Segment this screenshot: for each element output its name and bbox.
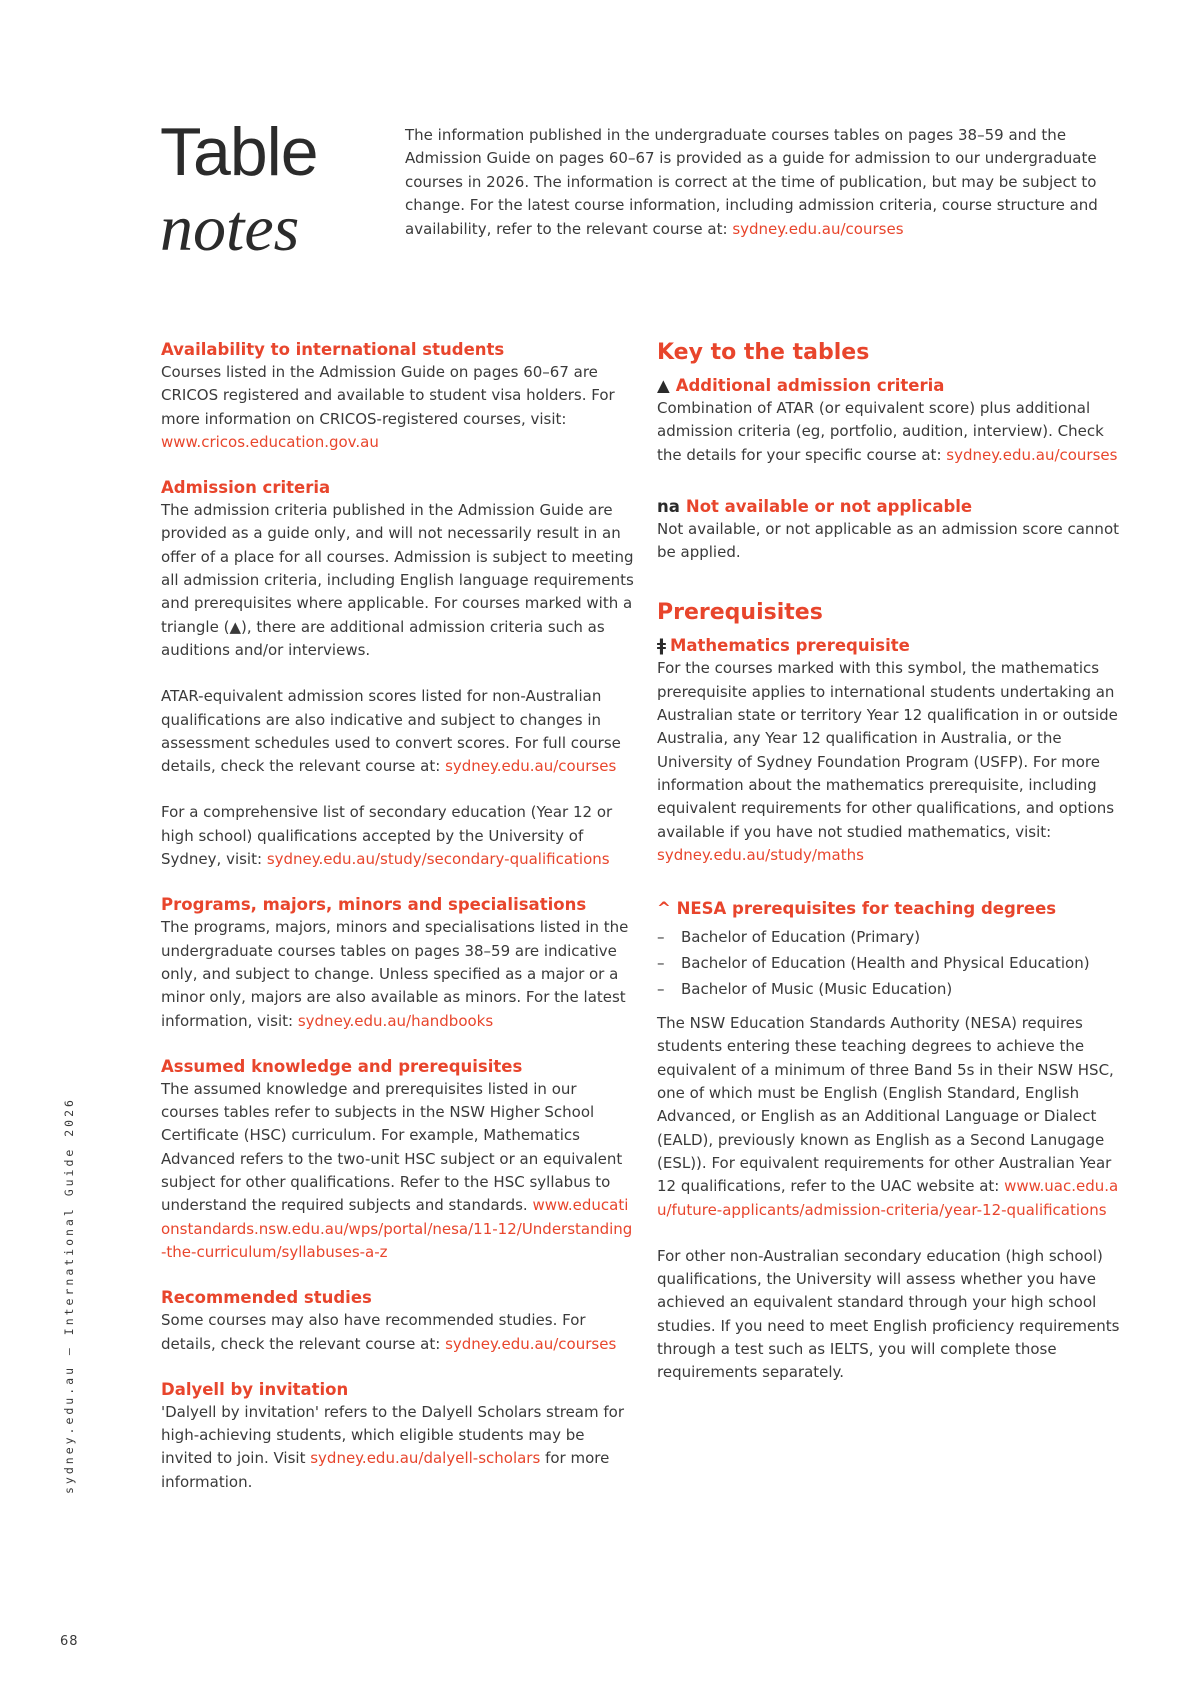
programs-text: The programs, majors, minors and specialisations listed in the undergraduate courses tables on pages 38–59 are indicative only, and subject to change. Unless specified as a major or a minor only, majors are also available as minors. For the latest information, visit:	[161, 918, 629, 1030]
uac-link[interactable]: www.uac.edu.au/future-applicants/admission-criteria/year-12-qualifications	[657, 1177, 1119, 1219]
additional-body	[657, 397, 1132, 467]
key-heading: Key to the tables	[657, 340, 870, 365]
admission-p2-text: ATAR-equivalent admission scores listed for non-Australian qualifications are also indicative and subject to changes in assessment schedules used to convert scores. For full course details, check the relevant course at:	[161, 687, 621, 776]
maths-heading-text: Mathematics prerequisite	[669, 636, 910, 656]
admission-heading: Admission criteria	[161, 478, 331, 498]
prerequisites-heading: Prerequisites	[657, 600, 823, 626]
page-title-line2: notes	[160, 192, 300, 265]
section-na	[657, 495, 1132, 565]
left-column	[161, 338, 636, 1516]
page-number: 68	[60, 1634, 79, 1649]
section-admission	[161, 476, 636, 871]
availability-body	[161, 361, 636, 454]
programs-heading: Programs, majors, minors and specialisations	[161, 895, 587, 915]
list-item: – Bachelor of Education (Primary)	[657, 924, 1132, 950]
dalyell-text: 'Dalyell by invitation' refers to the Dalyell Scholars stream for high-achieving students, which eligible students may be invited to join. Visit	[161, 1402, 625, 1468]
programs-body	[161, 916, 636, 1032]
page-title-line1: Table	[160, 114, 318, 190]
nesa-p1	[657, 1012, 1132, 1222]
na-heading	[657, 495, 1132, 518]
intro-paragraph	[405, 124, 1125, 241]
intro-text: The information published in the undergraduate courses tables on pages 38–59 and the Admission Guide on pages 60–67 is provided as a guide for admission to our undergraduate courses in 2026. The information is correct at the time of publication, but may be subject to change. For the latest course information, including admission criteria, course structure and availability, refer to the relevant course at:	[405, 126, 1098, 238]
assumed-body	[161, 1078, 636, 1264]
secondary-qualifications-link[interactable]: sydney.edu.au/study/secondary-qualifications	[266, 850, 610, 869]
recommended-body	[161, 1309, 636, 1356]
list-item: – Bachelor of Music (Music Education)	[657, 976, 1132, 1002]
section-nesa	[657, 897, 1132, 1384]
na-symbol: na	[657, 496, 680, 516]
section-dalyell	[161, 1378, 636, 1494]
availability-text: Courses listed in the Admission Guide on pages 60–67 are CRICOS registered and available to student visa holders. For more information on CRICOS-registered courses, visit:	[161, 363, 615, 428]
nesa-heading: ^ NESA prerequisites for teaching degrees	[657, 899, 1057, 919]
assumed-text: The assumed knowledge and prerequisites listed in our courses tables refer to subjects in the NSW Higher School Certificate (HSC) curriculum. For example, Mathematics Advanced refers to the two-unit HSC subject or an equivalent subject for other qualifications. Refer to the HSC syllabus to understand the required subjects and standards.	[161, 1079, 623, 1215]
cricos-link[interactable]: www.cricos.education.gov.au	[161, 432, 379, 451]
maths-text: For the courses marked with this symbol, the mathematics prerequisite applies to international students undertaking an Australian state or territory Year 12 qualification in or outside Australia, any Year 12 qualification in Australia, or the University of Sydney Foundation Program (USFP). For more information about the mathematics prerequisite, including equivalent requirements for other qualifications, and options available if you have not studied mathematics, visit:	[657, 659, 1118, 841]
dalyell-link[interactable]: sydney.edu.au/dalyell-scholars	[310, 1449, 541, 1468]
recommended-heading: Recommended studies	[161, 1288, 372, 1308]
section-assumed	[161, 1055, 636, 1264]
recommended-text: Some courses may also have recommended studies. For details, check the relevant course at:	[161, 1311, 586, 1353]
additional-text: Combination of ATAR (or equivalent score) plus additional admission criteria (eg, portfolio, audition, interview). Check the details for your specific course at:	[657, 399, 1104, 464]
section-availability	[161, 338, 636, 454]
maths-link[interactable]: sydney.edu.au/study/maths	[657, 845, 864, 864]
section-recommended	[161, 1286, 636, 1356]
dalyell-text-after: for more information.	[161, 1449, 610, 1491]
section-programs	[161, 893, 636, 1032]
nesa-p1-text: The NSW Education Standards Authority (NESA) requires students entering these teaching degrees to achieve the equivalent of a minimum of three Band 5s in their NSW HSC, one of which must be English (English Standard, English Advanced, or English as an Additional Language or Dialect (EALD), previously known as English as a Second Lanugage (ESL)). For equivalent requirements for other Australian Year 12 qualifications, refer to the UAC website at:	[657, 1014, 1114, 1196]
additional-heading	[657, 374, 1132, 397]
teaching-degrees-list	[657, 924, 1132, 1002]
maths-heading	[657, 634, 1132, 657]
handbooks-link[interactable]: sydney.edu.au/handbooks	[297, 1011, 494, 1030]
admission-p1: The admission criteria published in the Admission Guide are provided as a guide only, and will not necessarily result in an offer of a place for all courses. Admission is subject to meeting all admission criteria, including English language requirements and prerequisites where applicable. For courses marked with a triangle (▲), there are additional admission criteria such as auditions and/or interviews.	[161, 501, 634, 659]
additional-heading-text: Additional admission criteria	[675, 376, 945, 395]
double-dagger-icon: ǂ	[657, 636, 666, 656]
section-maths	[657, 634, 1132, 867]
nesa-syllabus-link[interactable]: www.educationstandards.nsw.edu.au/wps/portal/nesa/11-12/Understanding-the-curriculum/syllabuses-a-z	[161, 1196, 633, 1261]
dalyell-body	[161, 1401, 636, 1494]
admission-p3	[161, 801, 636, 871]
triangle-icon: ▲	[657, 376, 670, 395]
nesa-p2: For other non-Australian secondary education (high school) qualifications, the University will assess whether you have achieved an equivalent standard through your high school studies. If you need to meet English proficiency requirements through a test such as IELTS, you will complete those requirements separately.	[657, 1246, 1120, 1382]
availability-heading: Availability to international students	[161, 340, 505, 359]
dalyell-heading: Dalyell by invitation	[161, 1379, 349, 1399]
intro-link[interactable]: sydney.edu.au/courses	[732, 219, 904, 238]
side-running-text: sydney.edu.au – International Guide 2026	[62, 1097, 76, 1494]
right-column	[657, 338, 1132, 1407]
assumed-heading: Assumed knowledge and prerequisites	[161, 1056, 523, 1076]
admission-courses-link[interactable]: sydney.edu.au/courses	[445, 757, 617, 776]
admission-p3-text: For a comprehensive list of secondary education (Year 12 or high school) qualifications accepted by the University of Sydney, visit:	[161, 803, 613, 869]
recommended-courses-link[interactable]: sydney.edu.au/courses	[445, 1334, 617, 1353]
admission-p2	[161, 685, 636, 778]
additional-courses-link[interactable]: sydney.edu.au/courses	[946, 445, 1118, 464]
section-additional	[657, 374, 1132, 467]
na-body: Not available, or not applicable as an admission score cannot be applied.	[657, 519, 1119, 562]
list-item: – Bachelor of Education (Health and Physical Education)	[657, 950, 1132, 976]
maths-body	[657, 657, 1132, 867]
na-heading-text: Not available or not applicable	[685, 496, 973, 516]
